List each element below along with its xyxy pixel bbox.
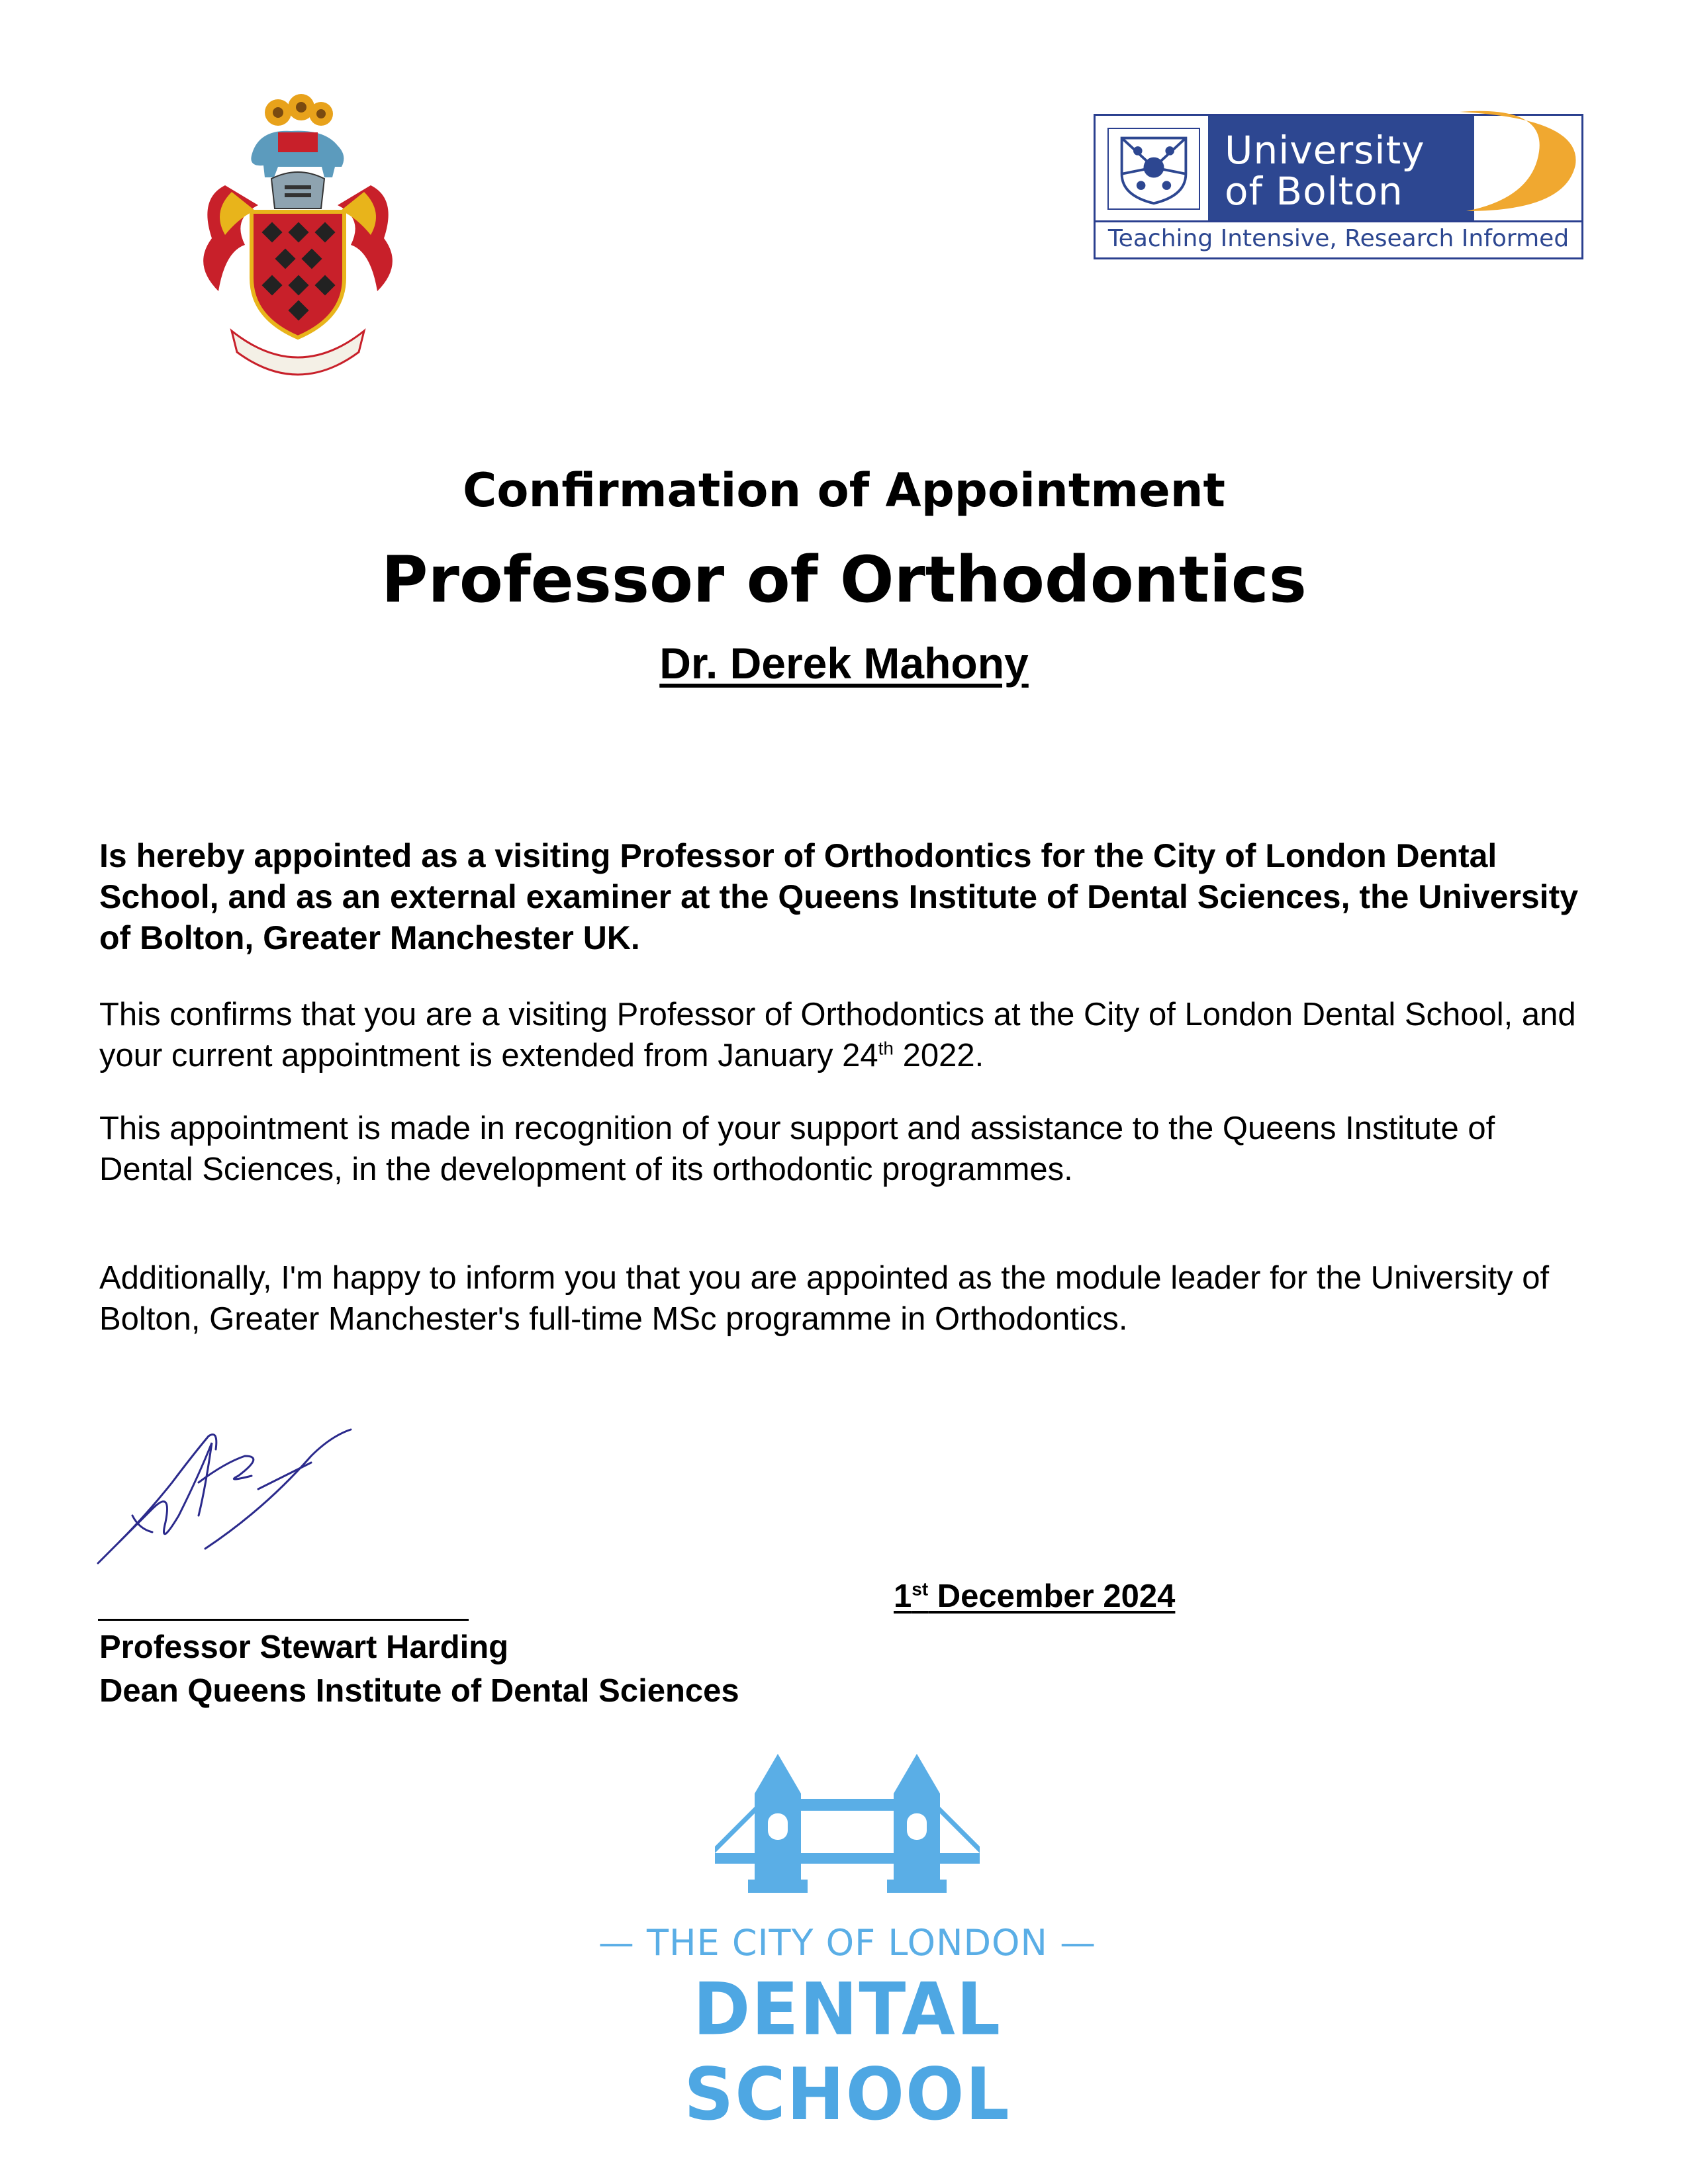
appointment-title: Professor of Orthodontics xyxy=(381,543,1307,617)
university-name-line2: of Bolton xyxy=(1225,169,1403,214)
signature-date: 1st December 2024 xyxy=(894,1578,1176,1614)
signer-name: Professor Stewart Harding xyxy=(99,1629,509,1665)
paragraph-extension: This confirms that you are a visiting Professor of Orthodontics at the City of London Dental School, and your current appointment is extended from January 24th 2022. xyxy=(99,997,1576,1073)
tower-bridge-icon xyxy=(715,1747,980,1893)
dental-school-line1: — THE CITY OF LONDON — xyxy=(598,1922,1097,1964)
signature-line xyxy=(98,1619,469,1621)
city-of-london-dental-school-logo xyxy=(583,1747,1112,2137)
document-heading: Confirmation of Appointment xyxy=(462,463,1226,518)
paragraph-recognition: This appointment is made in recognition of your support and assistance to the Queens Institute of Dental Sciences, in the development of its orthodontic programmes. xyxy=(99,1111,1495,1187)
signer-title: Dean Queens Institute of Dental Sciences xyxy=(99,1673,739,1709)
university-name-line1: University xyxy=(1225,128,1425,173)
swoosh-icon xyxy=(1440,99,1585,224)
dental-school-line2: DENTAL SCHOOL xyxy=(684,1966,1011,2137)
university-tagline: Teaching Intensive, Research Informed xyxy=(1107,225,1570,252)
university-of-bolton-logo xyxy=(1094,114,1583,259)
signer-block xyxy=(99,1625,739,1713)
paragraph-module-leader: Additionally, I'm happy to inform you that you are appointed as the module leader for the University of Bolton, Greater Manchester's full-time MSc programme in Orthodontics. xyxy=(99,1260,1550,1337)
recipient-name: Dr. Derek Mahony xyxy=(659,639,1029,688)
coat-of-arms-icon xyxy=(185,93,410,384)
appointment-statement: Is hereby appointed as a visiting Professor of Orthodontics for the City of London Dental School, and as an external examiner at the Queens Institute of Dental Sciences, the University of Bolton, Greater Manchester UK. xyxy=(99,837,1579,956)
handwritten-signature xyxy=(93,1416,371,1575)
university-shield-icon xyxy=(1107,128,1200,210)
